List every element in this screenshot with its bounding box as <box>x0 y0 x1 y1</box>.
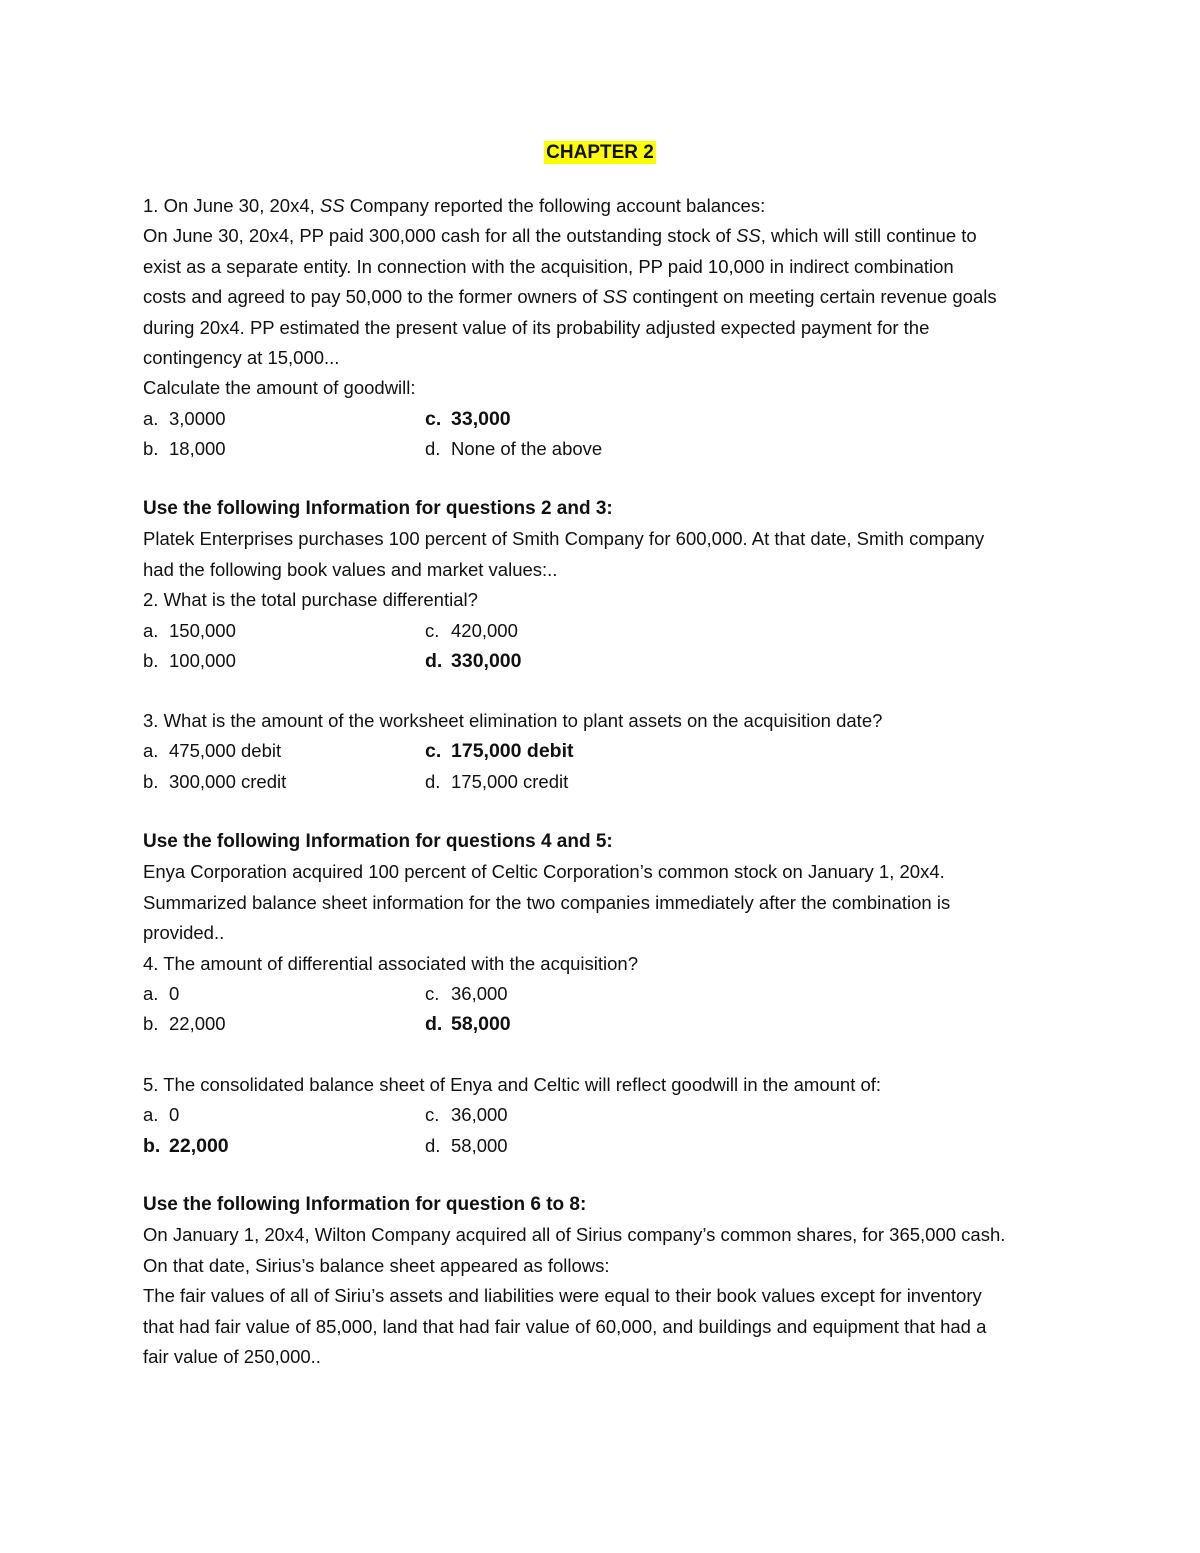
q5-option-a <box>143 1100 179 1130</box>
q1-body-line <box>143 282 1063 312</box>
set-6-8-heading: Use the following Information for question 6 to 8: <box>143 1194 587 1215</box>
q1-option-a <box>143 404 226 434</box>
option-text: 58,000 <box>451 1134 508 1156</box>
option-text: 475,000 debit <box>169 740 282 762</box>
option-text: 175,000 credit <box>451 770 569 792</box>
q5-options-row <box>143 1100 1063 1130</box>
q2-options-row <box>143 646 1063 676</box>
option-letter: c. <box>425 1104 440 1126</box>
option-text: 300,000 credit <box>169 770 287 792</box>
info-set-6-8 <box>143 1190 1063 1372</box>
option-letter: a. <box>143 619 159 641</box>
q1-option-b <box>143 434 226 464</box>
q1-body-italic: SS <box>602 286 628 308</box>
option-text: 22,000 <box>169 1013 226 1035</box>
q4-options-row <box>143 1009 1063 1039</box>
q4-option-d-answer <box>425 1009 511 1039</box>
option-text: 22,000 <box>169 1134 229 1157</box>
q1-body-text: costs and agreed to pay 50,000 to the former owners of <box>143 286 603 308</box>
q4-question: 4. The amount of differential associated with the acquisition? <box>143 952 639 974</box>
q1-body-text: contingent on meeting certain revenue goals <box>627 286 997 308</box>
q3-question: 3. What is the amount of the worksheet elimination to plant assets on the acquisition date? <box>143 710 883 731</box>
option-letter: c. <box>425 740 442 763</box>
set-2-3-line: had the following book values and market values:.. <box>143 558 558 580</box>
option-text: 0 <box>169 1104 180 1126</box>
q1-intro-suffix: Company reported the following account balances: <box>344 195 766 216</box>
option-letter: d. <box>425 770 441 792</box>
q1-body-italic: SS <box>736 225 761 247</box>
q3-option-c-answer <box>425 736 573 766</box>
q3-option-b <box>143 767 286 797</box>
set-6-8-line: that had fair value of 85,000, land that had fair value of 60,000, and buildings and equipment that had a <box>143 1315 987 1337</box>
q2-options-row <box>143 616 1063 646</box>
q1-options-row <box>143 434 1063 464</box>
set-4-5-line: Summarized balance sheet information for the two companies immediately after the combination is <box>143 891 951 913</box>
q1-body-text: during 20x4. PP estimated the present value of its probability adjusted expected payment for the <box>143 316 930 338</box>
option-letter: a. <box>143 1104 159 1126</box>
question-3 <box>143 706 1063 797</box>
option-text: 36,000 <box>451 1104 508 1126</box>
q4-option-a <box>143 979 179 1009</box>
option-letter: d. <box>425 649 443 672</box>
q1-options-row <box>143 404 1063 434</box>
q2-option-c <box>425 616 518 646</box>
set-6-8-line: On January 1, 20x4, Wilton Company acquired all of Sirius company’s common shares, for 365,000 cash. <box>143 1224 1006 1246</box>
option-letter: a. <box>143 407 159 429</box>
q5-option-b-answer <box>143 1131 229 1161</box>
q1-body-line <box>143 313 1063 343</box>
q4-option-b <box>143 1009 226 1039</box>
option-text: 100,000 <box>169 649 236 671</box>
q1-option-c-answer <box>425 404 511 434</box>
option-text: 3,0000 <box>169 407 226 429</box>
q1-intro-prefix: 1. On June 30, 20x4, <box>143 195 320 216</box>
q3-option-d <box>425 767 568 797</box>
q5-option-d <box>425 1131 508 1161</box>
set-6-8-line: fair value of 250,000.. <box>143 1345 321 1367</box>
chapter-title: CHAPTER 2 <box>546 142 654 163</box>
option-letter: c. <box>425 982 440 1004</box>
set-6-8-line: The fair values of all of Siriu’s assets and liabilities were equal to their book values except for inventory <box>143 1285 982 1307</box>
q3-options-row <box>143 736 1063 766</box>
q2-question: 2. What is the total purchase differential? <box>143 589 478 611</box>
q1-prompt: Calculate the amount of goodwill: <box>143 377 416 399</box>
q2-option-a <box>143 616 236 646</box>
q1-body-text: exist as a separate entity. In connection with the acquisition, PP paid 10,000 in indirect combination <box>143 255 954 277</box>
q5-options-row <box>143 1131 1063 1161</box>
q2-option-d-answer <box>425 646 522 676</box>
info-set-2-3 <box>143 494 1063 676</box>
option-text: None of the above <box>451 438 603 460</box>
q4-options-row <box>143 979 1063 1009</box>
option-text: 0 <box>169 982 180 1004</box>
chapter-title-wrap <box>0 141 1200 164</box>
q3-option-a <box>143 736 281 766</box>
option-letter: d. <box>425 1134 441 1156</box>
q4-option-c <box>425 979 508 1009</box>
q1-body-line <box>143 343 1063 373</box>
option-letter: b. <box>143 770 159 792</box>
set-6-8-line: On that date, Sirius’s balance sheet appeared as follows: <box>143 1254 610 1276</box>
option-letter: c. <box>425 619 440 641</box>
option-letter: b. <box>143 1013 159 1035</box>
question-5 <box>143 1070 1063 1161</box>
info-set-4-5 <box>143 827 1063 1040</box>
q1-body-text: , which will still continue to <box>760 225 977 247</box>
option-text: 18,000 <box>169 438 226 460</box>
option-letter: d. <box>425 438 441 460</box>
option-letter: a. <box>143 740 159 762</box>
q1-body-line <box>143 252 1063 282</box>
q1-intro-italic: SS <box>319 195 345 216</box>
set-4-5-heading: Use the following Information for questions 4 and 5: <box>143 831 613 852</box>
option-text: 420,000 <box>451 619 518 641</box>
option-text: 175,000 debit <box>451 740 574 763</box>
option-letter: c. <box>425 407 442 430</box>
set-2-3-heading: Use the following Information for questions 2 and 3: <box>143 498 613 519</box>
q1-body-text: On June 30, 20x4, PP paid 300,000 cash for all the outstanding stock of <box>143 225 737 247</box>
set-2-3-line: Platek Enterprises purchases 100 percent of Smith Company for 600,000. At that date, Smith company <box>143 528 985 550</box>
option-letter: a. <box>143 982 159 1004</box>
option-letter: b. <box>143 649 159 671</box>
q5-option-c <box>425 1100 508 1130</box>
q1-body-text: contingency at 15,000... <box>143 346 340 368</box>
q2-option-b <box>143 646 236 676</box>
option-text: 150,000 <box>169 619 236 641</box>
q1-body-line <box>143 221 1063 251</box>
option-letter: b. <box>143 438 159 460</box>
option-text: 330,000 <box>451 649 522 672</box>
q3-options-row <box>143 767 1063 797</box>
option-letter: b. <box>143 1134 161 1157</box>
option-letter: d. <box>425 1013 443 1036</box>
set-4-5-line: Enya Corporation acquired 100 percent of Celtic Corporation’s common stock on January 1, 20x4. <box>143 861 945 883</box>
option-text: 36,000 <box>451 982 508 1004</box>
q1-option-d <box>425 434 602 464</box>
q1-intro <box>143 191 1063 221</box>
option-text: 58,000 <box>451 1013 511 1036</box>
option-text: 33,000 <box>451 407 511 430</box>
q5-question: 5. The consolidated balance sheet of Enya and Celtic will reflect goodwill in the amount of: <box>143 1074 882 1095</box>
question-1 <box>143 191 1063 465</box>
set-4-5-line: provided.. <box>143 922 225 944</box>
